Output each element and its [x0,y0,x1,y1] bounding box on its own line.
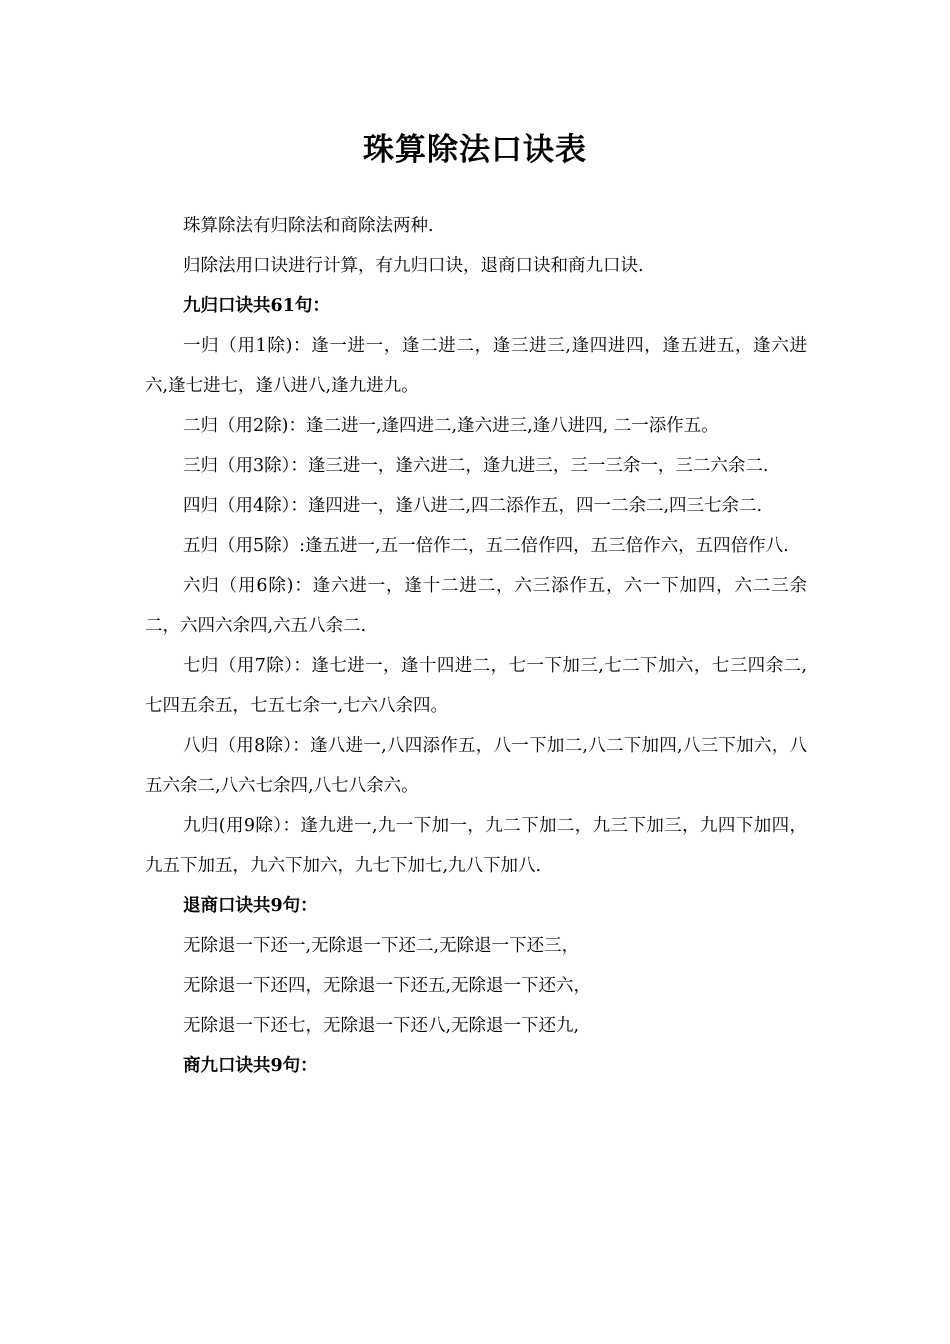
document-title: 珠算除法口诀表 [363,132,587,168]
document-body [145,206,807,1086]
paragraph-ergui: 二归（用2除)：逢二进一,逢四进二,逢六进三,逢八进四, 二一添作五。 [183,416,719,436]
paragraph-method: 归除法用口诀进行计算，有九归口诀，退商口诀和商九口诀. [183,256,644,276]
heading-shangjiu: 商九口诀共9句： [183,1056,318,1076]
paragraph-tuishang-1: 无除退一下还一,无除退一下还二,无除退一下还三， [183,936,580,956]
paragraph-yigui: 一归（用1除)：逢一进一，逢二进二，逢三进三,逢四进四，逢五进五，逢六进六,逢七进七，逢八进八,逢九进九。 [145,336,807,396]
paragraph-tuishang-2: 无除退一下还四，无除退一下还五,无除退一下还六， [183,976,592,996]
paragraph-sangui: 三归（用3除）：逢三进一，逢六进二，逢九进三，三一三余一，三二六余二. [183,456,769,476]
paragraph-sigui: 四归（用4除）：逢四进一，逢八进二,四二添作五，四一二余二,四三七余二. [183,496,763,516]
paragraph-jiugui-detail: 九归(用9除）：逢九进一,九一下加一，九二下加二，九三下加三，九四下加四，九五下加五，九六下加六，九七下加七,九八下加八. [145,816,807,876]
heading-tuishang: 退商口诀共9句： [183,896,318,916]
paragraph-intro: 珠算除法有归除法和商除法两种. [183,216,434,236]
paragraph-tuishang-3: 无除退一下还七，无除退一下还八,无除退一下还九, [183,1016,580,1036]
paragraph-liugui: 六归（用6除)：逢六进一，逢十二进二，六三添作五，六一下加四，六二三余二，六四六余四,六五八余二. [145,576,807,636]
paragraph-wugui: 五归（用5除）:逢五进一,五一倍作二，五二倍作四，五三倍作六，五四倍作八. [183,536,789,556]
heading-jiugui: 九归口诀共61句： [183,296,330,316]
paragraph-bagui: 八归（用8除）：逢八进一,八四添作五，八一下加二,八二下加四,八三下加六，八五六余二,八六七余四,八七八余六。 [145,736,807,796]
paragraph-qigui: 七归（用7除）：逢七进一，逢十四进二，七一下加三,七二下加六，七三四余二,七四五余五，七五七余一,七六八余四。 [145,656,807,716]
